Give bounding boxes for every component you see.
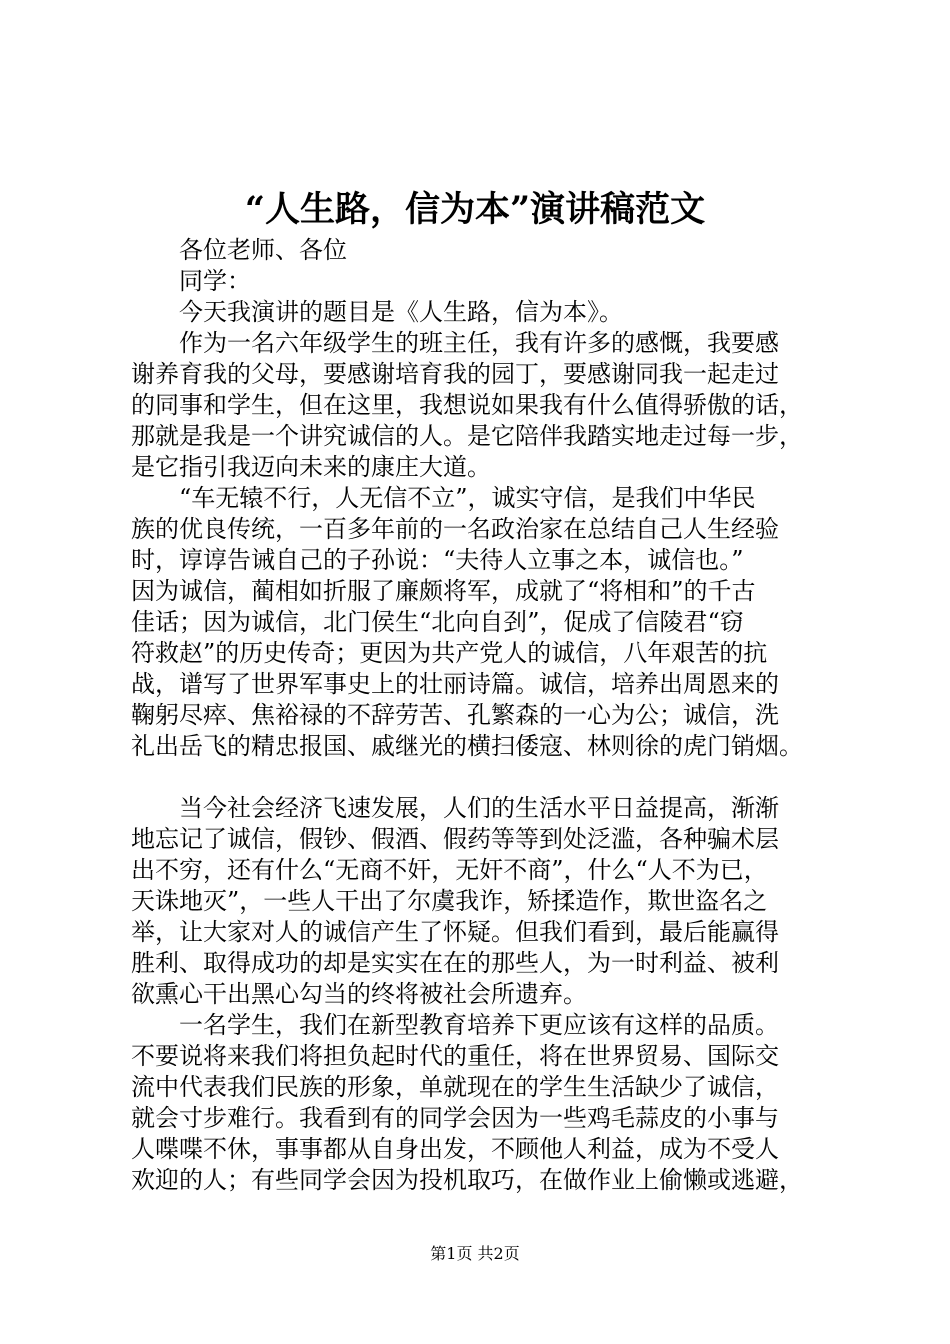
text-line: 出不穷，还有什么“无商不奸，无奸不商”，什么“人不为已，	[131, 856, 768, 884]
document-body	[131, 235, 838, 1196]
paragraph-body	[131, 483, 838, 762]
text-line: 一名学生，我们在新型教育培养下更应该有这样的品质。	[179, 1011, 779, 1039]
text-line: “车无辕不行，人无信不立”，诚实守信，是我们中华民	[179, 484, 756, 512]
text-line: 各位老师、各位	[179, 236, 347, 264]
text-line: 举，让大家对人的诚信产生了怀疑。但我们看到，最后能赢得	[131, 918, 779, 946]
paragraph-body	[131, 793, 838, 1010]
text-line: 欲熏心干出黑心勾当的终将被社会所遗弃。	[131, 980, 587, 1008]
text-line: 当今社会经济飞速发展，人们的生活水平日益提高，渐渐	[179, 794, 779, 822]
text-line: 是它指引我迈向未来的康庄大道。	[131, 453, 491, 481]
text-line: 鞠躬尽瘁、焦裕禄的不辞劳苦、孔繁森的一心为公；诚信，洗	[131, 701, 779, 729]
text-line: 符救赵”的历史传奇；更因为共产党人的诚信，八年艰苦的抗	[131, 639, 768, 667]
text-line: 作为一名六年级学生的班主任，我有许多的感慨，我要感	[179, 329, 779, 357]
text-line: 礼出岳飞的精忠报国、戚继光的横扫倭寇、林则徐的虎门销烟。	[131, 732, 803, 760]
text-line: 胜利、取得成功的却是实实在在的那些人，为一时利益、被利	[131, 949, 779, 977]
text-line: 的同事和学生，但在这里，我想说如果我有什么值得骄傲的话，	[131, 391, 803, 419]
text-line: 同学：	[179, 267, 251, 295]
text-line: 今天我演讲的题目是《人生路，信为本》。	[179, 298, 623, 326]
paragraph-salutation-2	[131, 266, 838, 297]
text-line: 流中代表我们民族的形象，单就现在的学生生活缺少了诚信，	[131, 1073, 779, 1101]
paragraph-salutation-1	[131, 235, 838, 266]
text-line: 人喋喋不休，事事都从自身出发，不顾他人利益，成为不受人	[131, 1135, 779, 1163]
page-number-footer: 第1页 共2页	[430, 1244, 520, 1263]
text-line: 欢迎的人；有些同学会因为投机取巧，在做作业上偷懒或逃避，	[131, 1166, 803, 1194]
text-line: 佳话；因为诚信，北门侯生“北向自刭”，促成了信陵君“窃	[131, 608, 744, 636]
paragraph-spacer	[131, 762, 838, 793]
text-line: 那就是我是一个讲究诚信的人。是它陪伴我踏实地走过每一步，	[131, 422, 803, 450]
text-line: 因为诚信，蔺相如折服了廉颇将军，成就了“将相和”的千古	[131, 577, 756, 605]
text-line: 不要说将来我们将担负起时代的重任，将在世界贸易、国际交	[131, 1042, 779, 1070]
text-line: 时，谆谆告诫自己的子孙说：“夫待人立事之本，诚信也。”	[131, 546, 744, 574]
text-line: 天诛地灭”，一些人干出了尔虞我诈，矫揉造作，欺世盗名之	[131, 887, 768, 915]
text-line: 就会寸步难行。我看到有的同学会因为一些鸡毛蒜皮的小事与	[131, 1104, 779, 1132]
paragraph-body	[131, 1010, 838, 1196]
text-line: 战，谱写了世界军事史上的壮丽诗篇。诚信，培养出周恩来的	[131, 670, 779, 698]
text-line: 族的优良传统，一百多年前的一名政治家在总结自己人生经验	[131, 515, 779, 543]
text-line: 地忘记了诚信，假钞、假酒、假药等等到处泛滥，各种骗术层	[131, 825, 779, 853]
text-line: 谢养育我的父母，要感谢培育我的园丁，要感谢同我一起走过	[131, 360, 779, 388]
paragraph-topic	[131, 297, 838, 328]
document-title: “人生路，信为本”演讲稿范文	[244, 189, 706, 230]
paragraph-body	[131, 328, 838, 483]
